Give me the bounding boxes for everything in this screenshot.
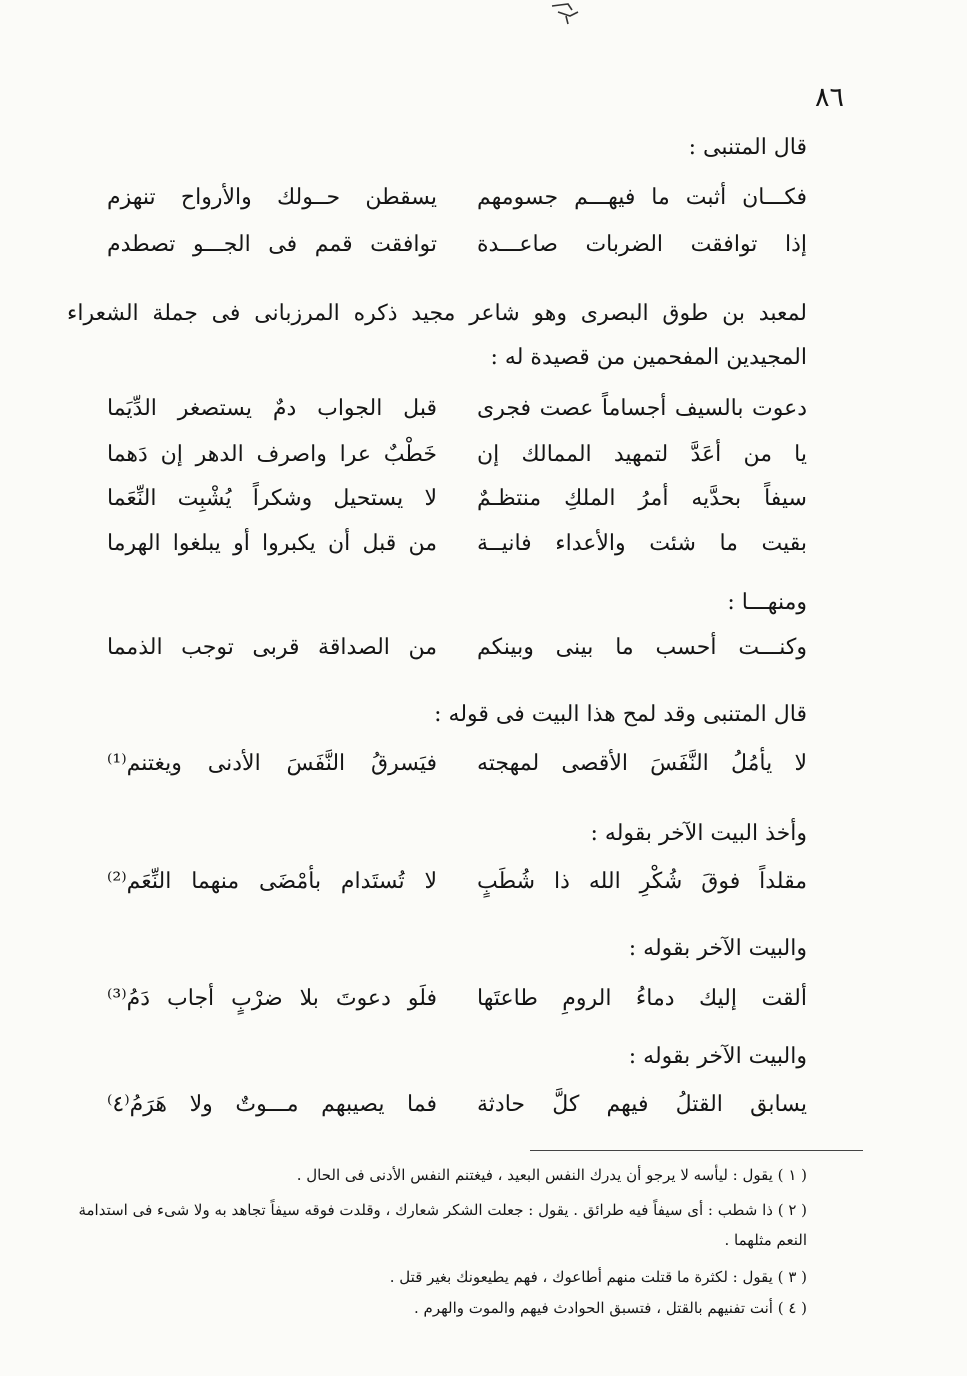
page-number: ٨٦ bbox=[815, 82, 845, 113]
verse-first-hemistich: إذا توافقت الضربات صاعـــدة bbox=[477, 232, 807, 257]
intro-heading: وأخذ البيت الآخر بقوله : bbox=[590, 821, 807, 846]
verse-second-hemistich: لا يستحيل وشكراً يُشْبِت النِّعَما bbox=[107, 486, 437, 511]
verse-second-hemistich: فما يصيبهم مـــوتٌ ولا هَرَمُ⁽٤⁾ bbox=[107, 1092, 437, 1117]
verse-first-hemistich: فكـــان أثبت ما فيهـــم جسومهم bbox=[477, 185, 807, 210]
intro-heading: ومنهـــا : bbox=[727, 590, 807, 615]
verse-first-hemistich: بقيت ما شئت والأعداء فانيــة bbox=[477, 531, 807, 556]
verse-first-hemistich: مقلداً فوقَ شُكْرِ الله ذا شُطَبٍ bbox=[477, 869, 807, 894]
verse-second-hemistich: فلَو دعوتَ بلا ضرْبٍ أجاب دَمُ⁽³⁾ bbox=[107, 986, 437, 1011]
verse-line bbox=[107, 181, 807, 215]
verse-second-hemistich: لا تُستَدام بأمْضَى منهما النِّعَم⁽²⁾ bbox=[107, 869, 437, 894]
intro-heading: والبيت الآخر بقوله : bbox=[628, 936, 807, 961]
intro-heading: والبيت الآخر بقوله : bbox=[628, 1044, 807, 1069]
verse-first-hemistich: وكنـــت أحسب ما بينى وبينكم bbox=[477, 635, 807, 660]
verse-second-hemistich: توافقت قمم فى الجـــو تصطدم bbox=[107, 232, 437, 257]
verse-second-hemistich: من قبل أن يكبروا أو يبلغوا الهرما bbox=[107, 531, 437, 556]
intro-heading: قال المتنبى وقد لمح هذا البيت فى قوله : bbox=[434, 702, 807, 727]
ink-mark-icon bbox=[548, 0, 588, 28]
verse-second-hemistich: قبل الجواب دمٌ يستصغر الدِّيَما bbox=[107, 396, 437, 421]
verse-line bbox=[107, 482, 807, 516]
verse-second-hemistich: من الصداقة قربى توجب الذمما bbox=[107, 635, 437, 660]
footnote-separator bbox=[530, 1150, 863, 1151]
verse-line bbox=[107, 982, 807, 1016]
verse-first-hemistich: دعوت بالسيف أجساماً عصت فجرى bbox=[477, 396, 807, 421]
verse-first-hemistich: ألقت إليك دماءُ الرومِ طاعتَها bbox=[477, 986, 807, 1011]
footnote: ( ٢ ) ذا شطب : أى سيفاً فيه طرائق . يقول : جعلت الشكر شعارك ، وقلدت فوقه سيفاً تجاهد به ولا شىء فى استدامة النعم مثلهما . bbox=[78, 1201, 807, 1249]
verse-line bbox=[107, 228, 807, 262]
footnote: ( ٣ ) يقول : لكثرة ما قتلت منهم أطاعوك ، فهم يطيعونك بغير قتل . bbox=[389, 1268, 807, 1286]
verse-line bbox=[107, 1088, 807, 1122]
verse-line bbox=[107, 527, 807, 561]
verse-line bbox=[107, 392, 807, 426]
footnote: ( ١ ) يقول : ليأسه لا يرجو أن يدرك النفس البعيد ، فيغتنم النفس الأدنى فى الحال . bbox=[296, 1166, 807, 1184]
verse-line bbox=[107, 747, 807, 781]
verse-second-hemistich: فيَسرقُ النَّفَسَ الأدنى ويغتنم⁽¹⁾ bbox=[107, 751, 437, 776]
verse-line bbox=[107, 438, 807, 472]
verse-second-hemistich: يسقطن حــولك والأرواح تنهزم bbox=[107, 185, 437, 210]
verse-first-hemistich: لا يأمُلُ النَّفَسَ الأقصى لمهجته bbox=[477, 751, 807, 776]
verse-first-hemistich: يا من أعَدَّ لتمهيد الممالك إن bbox=[477, 442, 807, 467]
footnote: ( ٤ ) أنت تفنيهم بالقتل ، فتسبق الحوادث فيهم والموت والهرم . bbox=[414, 1299, 807, 1317]
verse-first-hemistich: يسابق القتلُ فيهم كلَّ حادثة bbox=[477, 1092, 807, 1117]
verse-line bbox=[107, 631, 807, 665]
verse-line bbox=[107, 865, 807, 899]
verse-second-hemistich: خَطْبٌ عرا واصرف الدهر إن دَهما bbox=[107, 442, 437, 467]
intro-paragraph: لمعبد بن طوق البصرى وهو شاعر مجيد ذكره المرزبانى فى جملة الشعراء المجيدين المفحمين من قصيدة له : bbox=[67, 301, 807, 370]
intro-heading: قال المتنبى : bbox=[688, 135, 807, 160]
verse-first-hemistich: سيفاً بحدَّيه أمرُ الملكِ منتظـمٌ bbox=[477, 486, 807, 511]
